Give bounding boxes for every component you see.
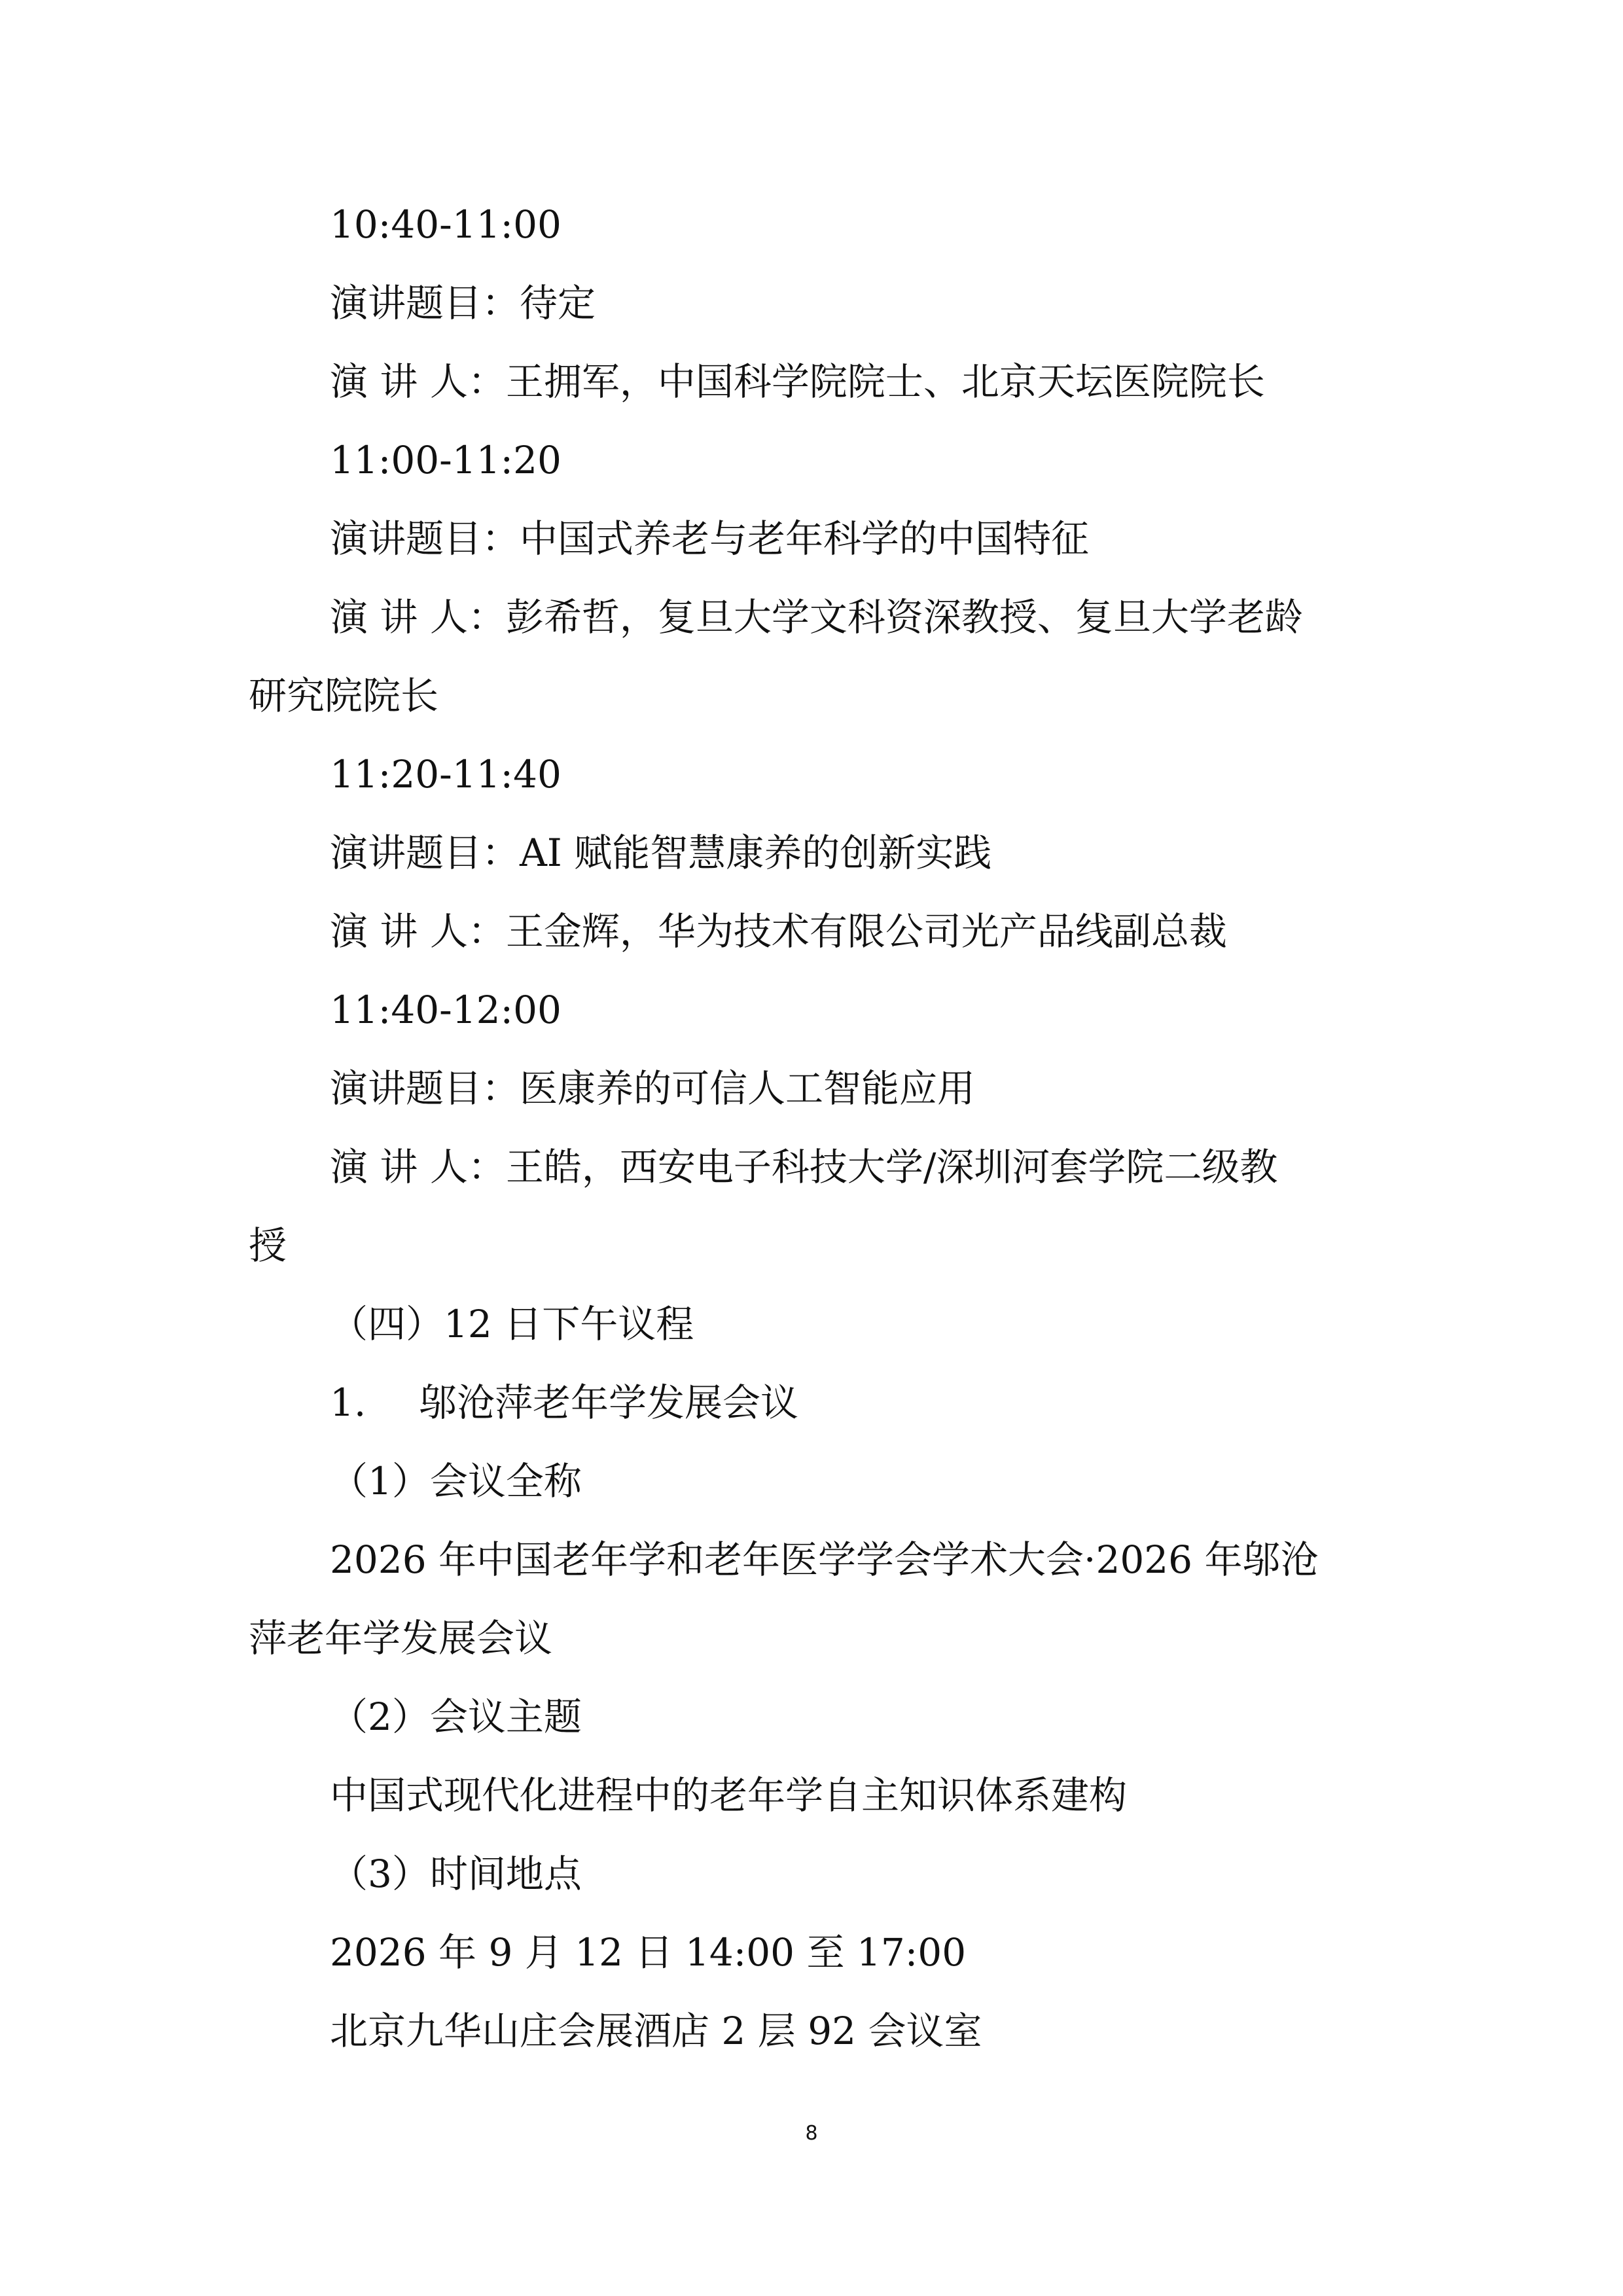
speech-title: 演讲题目：医康养的可信人工智能应用: [330, 1066, 976, 1111]
speech-title: 演讲题目：AI 赋能智慧康养的创新实践: [330, 831, 992, 875]
speaker: 演 讲 人：彭希哲，复旦大学文科资深教授、复旦大学老龄: [330, 595, 1303, 639]
list-item-number: 1.: [330, 1380, 366, 1425]
paragraph: 北京九华山庄会展酒店 2 层 92 会议室: [330, 2009, 982, 2053]
speaker: 演 讲 人：王拥军，中国科学院院士、北京天坛医院院长: [330, 359, 1265, 404]
speaker: 演 讲 人：王金辉，华为技术有限公司光产品线副总裁: [330, 909, 1227, 954]
speaker-continued: 研究院院长: [249, 673, 439, 718]
page-number: 8: [805, 2122, 818, 2145]
paragraph-continued: 萍老年学发展会议: [249, 1616, 553, 1660]
paragraph: 2026 年 9 月 12 日 14:00 至 17:00: [330, 1930, 967, 1975]
section-heading: （四）12 日下午议程: [330, 1302, 694, 1346]
speaker-continued: 授: [249, 1223, 287, 1268]
paragraph: 2026 年中国老年学和老年医学学会学术大会·2026 年邬沧: [330, 1537, 1319, 1582]
session-time: 11:40-12:00: [330, 988, 562, 1032]
subheading: （1）会议全称: [330, 1459, 582, 1503]
subheading: （2）会议主题: [330, 1695, 582, 1739]
speech-title: 演讲题目：中国式养老与老年科学的中国特征: [330, 516, 1090, 561]
paragraph: 中国式现代化进程中的老年学自主知识体系建构: [330, 1773, 1128, 1818]
subheading: （3）时间地点: [330, 1852, 582, 1896]
speech-title: 演讲题目：待定: [330, 281, 596, 325]
speaker: 演 讲 人：王皓，西安电子科技大学/深圳河套学院二级教: [330, 1145, 1278, 1189]
list-item-title: 邬沧萍老年学发展会议: [419, 1380, 799, 1425]
session-time: 11:20-11:40: [330, 752, 562, 797]
session-time: 11:00-11:20: [330, 438, 562, 482]
session-time: 10:40-11:00: [330, 202, 562, 247]
